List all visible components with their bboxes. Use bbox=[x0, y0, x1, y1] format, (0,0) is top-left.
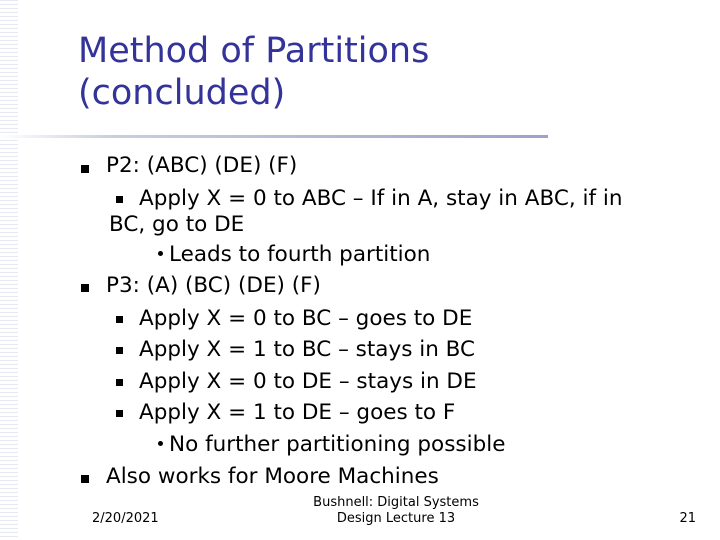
bullet-p3-apply-3: Apply X = 0 to DE – stays in DE bbox=[139, 369, 477, 394]
square-bullet-icon bbox=[116, 316, 123, 323]
bullet-p2-apply-line1: Apply X = 0 to ABC – If in A, stay in ABC, if in bbox=[139, 186, 623, 211]
bullet-p3-detail-text: No further partitioning possible bbox=[169, 432, 506, 457]
footer-date: 2/20/2021 bbox=[92, 511, 159, 526]
square-bullet-icon bbox=[116, 379, 123, 386]
slide-title bbox=[78, 30, 698, 114]
footer-center bbox=[296, 495, 496, 527]
bullet-p2-detail bbox=[158, 242, 430, 268]
square-bullet-icon bbox=[116, 410, 123, 417]
title-line-1: Method of Partitions bbox=[78, 31, 430, 71]
title-divider bbox=[0, 135, 548, 138]
decorative-left-bar bbox=[0, 0, 18, 540]
bullet-p3-apply-4: Apply X = 1 to DE – goes to F bbox=[139, 400, 456, 425]
bullet-p3-apply-1: Apply X = 0 to BC – goes to DE bbox=[139, 306, 473, 331]
dot-bullet-icon bbox=[158, 441, 163, 446]
title-line-2: (concluded) bbox=[78, 73, 286, 113]
footer-center-line-1: Bushnell: Digital Systems bbox=[313, 495, 479, 510]
bullet-p3-apply-2: Apply X = 1 to BC – stays in BC bbox=[139, 337, 476, 362]
bullet-p2-apply-line2: BC, go to DE bbox=[109, 212, 245, 237]
bullet-p2-detail-text: Leads to fourth partition bbox=[169, 242, 431, 267]
square-bullet-icon bbox=[116, 347, 123, 354]
bullet-p3-detail bbox=[158, 432, 505, 458]
bullet-also: Also works for Moore Machines bbox=[106, 464, 439, 489]
dot-bullet-icon bbox=[158, 251, 163, 256]
square-bullet-icon bbox=[81, 475, 89, 483]
square-bullet-icon bbox=[81, 284, 89, 292]
footer-page-number: 21 bbox=[679, 511, 696, 526]
bullet-p3: P3: (A) (BC) (DE) (F) bbox=[106, 273, 321, 298]
square-bullet-icon bbox=[116, 196, 123, 203]
square-bullet-icon bbox=[81, 165, 89, 173]
bullet-p2: P2: (ABC) (DE) (F) bbox=[106, 153, 298, 178]
footer-center-line-2: Design Lecture 13 bbox=[336, 511, 456, 526]
